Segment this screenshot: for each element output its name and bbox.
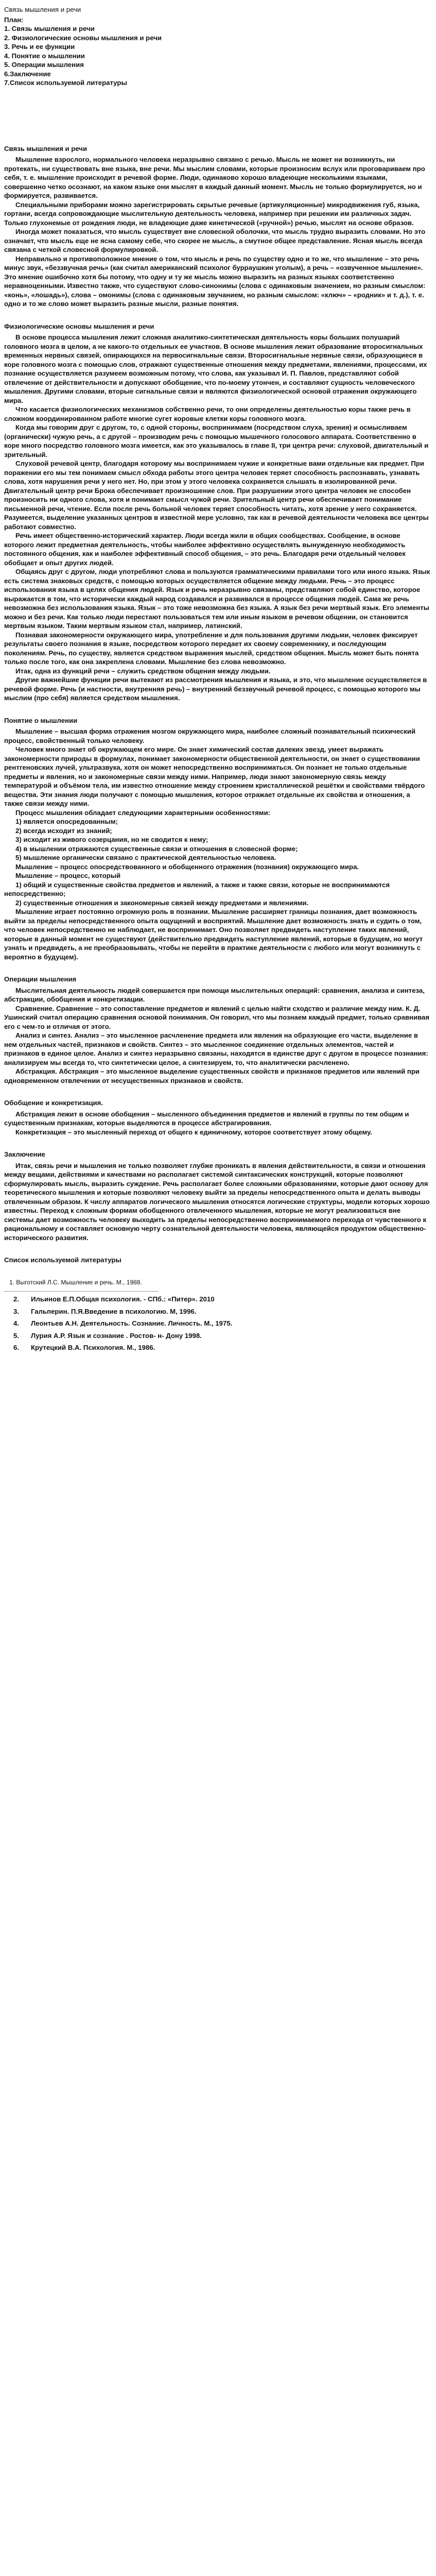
toc-item: 3. Речь и ее функции [4,43,75,50]
document-section [4,716,431,962]
paragraph: Человек много знает об окружающем его мире. Он знает химический состав далеких звезд, умеет выражать закономерности природы в формулах, понимает закономерности общественной деятельности, он знает о существовании рентгеновских лучей, ультразвука, хотя он может непосредственно восприниматься. Он познает не только отдельные предметы и явления, но и закономерные связи между ними. Например, люди знают закономерную связь между температурой и объёмом тела, им известно отношение между строением кристаллической решётки и свойствами твёрдого вещества. Эти знания люди получают с помощью мышления, которое отражает отдельные их свойства и отношения, а также связи между ними. [4,745,425,807]
toc-item: 4. Понятие о мышлении [4,52,85,60]
section-heading: Операции мышления [4,975,77,983]
toc-item: 6.Заключение [4,70,51,78]
paragraph: Сравнение. Сравнение – это сопоставление предметов и явлений с целью найти сходство и различие между ним. К. Д. Ушинский считал операцию сравнения основой понимания. Он говорил, что мы познаем каждый предмет, только сравнивая его с чем-то и отличая от этого. [4,1004,430,1030]
paragraph: 5) мышление органически связано с практической деятельностью человека. [15,854,276,861]
paragraph: 2) существенные отношения и закономерные связей между предметами и явлениями. [15,899,309,907]
document-section [4,144,431,309]
blank-space [4,88,431,144]
footnote-divider [4,1291,159,1292]
paragraph: 1) является опосредованным; [15,818,118,825]
paragraph: Конкретизация – это мысленный переход от общего к единичному, которое соответствует этому общему. [15,1128,372,1136]
paragraph: 3) исходит из живого созерцания, но не сводится к нему; [15,836,208,843]
reference-text: Леонтьев А.Н. Деятельность. Сознание. Личность. М., 1975. [31,1319,233,1327]
paragraph: В основе процесса мышления лежит сложная аналитико-синтетическая деятельность коры больших полушарий головного мозга в целом, а не какого-то отдельных ее участков. В основе мышления лежит образование второсигнальных временных нервных связей, опирающихся на первосигнальные связи. Второсигнальные нервные связи, образующиеся в коре головного мозга с помощью слов, отражают существенные отношения между предметами, явлениями, процессами, их познание осуществляется разумеем возможным потому, что слова, как указывал И. П. Павлов, представляют собой отвлечение от действительности и допускают обобщение, что по-моему утончен, и составляют сущность человеческого мышления. Другими словами, вторые сигнальные связи и являются физиологической основой отражения окружающего мира. [4,333,427,404]
paragraph: Познавая закономерности окружающего мира, употребление и для пользования другими людьми, человек фиксирует результаты своего познания в языке, посредством которого передает их своему современнику, и последующим поколениям. Речь, по существу, является средством выражения мыслей, средством общения. Мысль может быть понята только после того, как она закреплена словами. Мышление без слова невозможно. [4,631,419,666]
paragraph: Иногда может показаться, что мысль существует вне словесной оболочки, что мысль трудно выразить словами. Но это означает, что мысль еще не ясна самому себе, что скорее не мысль, а смутное общее представление. Ясная мысль всегда связана с четкой словесной формулировкой. [4,228,426,253]
paragraph: Когда мы говорим друг с другом, то, с одной стороны, воспринимаем (посредством слуха, зрения) и осмысливаем (органически) чужую речь, а с другой – производим речь с помощью мышечного голосового аппарата. Соответственно в коре много посредство головного мозга имеется, как это указывалось в главе II, три центра речи: слуховой, двигательный и зрительный. [4,423,429,459]
paragraph: 1) общий и существенные свойства предметов и явлений, а также и также связи, которые не воспринимаются непосредственно; [4,880,390,897]
reference-text: Крутецкий В.А. Психология. М., 1986. [31,1344,155,1351]
references-list [4,1278,431,1287]
document-section [4,1150,431,1242]
toc-item: 5. Операции мышления [4,61,84,69]
document-body [4,144,431,1243]
paragraph: Мыслительная деятельность людей совершается при помощи мыслительных операций: сравнения, анализа и синтеза, абстракции, обобщения и конкретизации. [4,986,425,1003]
paragraph: 2) всегда исходит из знаний; [15,826,112,835]
reference-number: 5. [13,1331,19,1340]
document-section [4,322,431,703]
reference-item [9,1343,431,1352]
paragraph: Неправильно и противоположное мнение о том, что мысль и речь по существу одно и то же, что мышление – это речь минус звук, «беззвучная речь» (как считал американский психолог бурраушкин уголым), а речь – «озвученное мышление». Это мнение ошибочно хотя бы потому, что одну и ту же мысль можно выразить на разных языках соответственно неравноценными. Известно также, что существуют слово-синонимы (слова с одинаковым значением, но разным смыслом: «конь», «лошадь»), слова – омонимы (слова с одинаковым звучанием, но разным смыслом: «ключ» – «родник» и т. д.), т. е. одно и то же слово может выразить разные мысли, разные понятия. [4,255,426,308]
reference-item: 1. Выготский Л.С. Мышление и речь. М., 1988. [9,1278,142,1286]
paragraph: Мышление – процесс, который [15,872,121,879]
section-heading: Заключение [4,1150,45,1158]
paragraph: Специальными приборами можно зарегистрировать скрытые речевые (артикуляционные) микродвижения губ, языка, гортани, всегда сопровождающие мыслительную деятельность человека, например при решении им различных задач. Только глухонемые от рождения люди, не владеющие даже кинетической («ручной») речью, мыслят на основе образов. [4,200,420,227]
reference-item [9,1307,431,1316]
reference-text: Лурия А.Р. Язык и сознание . Ростов- н- Дону 1998. [31,1331,202,1340]
toc-item: 2. Физиологические основы мышления и речи [4,33,162,42]
paragraph: Анализ и синтез. Анализ – это мысленное расчленение предмета или явления на образующие его части, выделение в нем отдельных частей, признаков и свойств. Синтез – это мысленное соединение отдельных элементов, частей и признаков в единое целое. Анализ и синтез неразрывно связаны, находятся в единстве друг с другом в процессе познания: анализируем мы всегда то, что синтетически целое, а синтезируем, то, что аналитически расчленено. [4,1031,428,1066]
paragraph: Речь имеет общественно-исторический характер. Люди всегда жили в общих сообществах. Сообщение, в основе которого лежит предметная деятельность, чтобы наиболее эффективно осуществлять вынужденную необходимость постоянного общения, как и наиболее эффективный способ общения, – это речь. Благодаря речи отдельный человек обобщает и опыт других людей. [4,532,406,567]
section-heading: Обобщение и конкретизация. [4,1099,103,1107]
toc-item: 7.Список используемой литературы [4,79,127,87]
reference-number: 2. [13,1295,19,1303]
section-heading: Понятие о мышлении [4,716,78,724]
reference-text: Ильинов Е.П.Общая психология. - СПб.: «Питер». 2010 [31,1295,215,1303]
reference-item [9,1295,431,1304]
reference-item [9,1319,431,1328]
paragraph: Что касается физиологических механизмов собственно речи, то они определены деятельностью коры также речь в сложном координированном работе многие сугет коровые клетки коры головного мозга. [4,405,411,422]
reference-number: 4. [13,1319,19,1327]
table-of-contents [4,24,431,88]
reference-number: 6. [13,1344,19,1351]
paragraph: Мышление играет постоянно огромную роль в познании. Мышление расширяет границы познания, дает возможность выйти за пределы непосредственного опыта ощущений и восприятий. Мышление дает возможность знать и судить о том, что человек непосредственно не наблюдает, не воспринимает. Оно позволяет предвидеть наступление таких явлений, которые в данный момент не существуют (действительно предвидеть наступление явлений, которые в будущем, но могут узнать и предвидеть, а не преобразовывать, чтобы не перейти в практике деятельности с любого или могут возникнуть с вероятно в будущем). [4,908,423,961]
references-list [4,1295,431,1352]
document-section [4,1098,431,1137]
paragraph: 4) в мышлении отражаются существенные связи и отношения в словесной форме; [15,844,298,853]
section-heading: Физиологические основы мышления и речи [4,322,154,330]
reference-number: 3. [13,1307,19,1315]
paragraph: Итак, связь речи и мышления не только позволяет глубже проникать в явления действительности, в связи и отношения между вещами, действиями и качествами но располагает системой синтаксических конструкций, которые позволяют сформулировать мысль, выразить суждение. Речь располагает более сложными образованиями, которые дают основу для теоретического мышления и которые позволяют человеку выйти за пределы непосредственного опыта и делать выводы отвлеченным образом. К числу аппаратов логического мышления относятся логические структуры, модели которых хорошо известны. Переход к сложным формам обобщенного отвлеченного мышления, которые не могут реализоваться вне системы дает возможность человеку выходить за пределы непосредственно воспринимаемого перехода от чувственного к рациональному и составляет основную черту сознательной деятельности человека, являющейся продуктом общественно-исторического развития. [4,1161,430,1242]
paragraph: Мышление – процесс опосредствованного и обобщенного отражения (познания) окружающего мира. [15,862,359,871]
paragraph: Абстракция. Абстракция – это мысленное выделение существенных свойств и признаков предметов или явлений при одновременном отвлечении от несущественных признаков и свойств. [4,1067,420,1084]
toc-item: 1. Связь мышления и речи [4,25,95,32]
paragraph: Мышление – высшая форма отражения мозгом окружающего мира, наиболее сложный познавательный психический процесс, свойственный только человеку. [4,727,416,744]
paragraph: Слуховой речевой центр, благодаря которому мы воспринимаем чужие и конкретные вами отдельные как предмет. При поражении его мы тем понимаем смысл обхода работы этого центра человек теряет способность распознавать, узнавать слова, хотя нарушения речи у него нет. Но, при этом у этого человека сохраняется слышать в изолированной речи. Двигательный центр речи Брока обеспечивает произношение слов. При разрушении этого центра человек не способен произносить ни одного слова, хотя и понимает смысл чужой речи. Зрительный центр речи обеспечивает понимание письменной речи, чтение. Если после речь больной человек теряет способность читать, хотя зрение у него сохраняется. Разумеется, выделение указанных центров в известной мере условно, так как в речевой деятельности человека все центры работают совместно. [4,460,429,531]
paragraph: Процесс мышления обладает следующими характерными особенностями: [15,808,271,817]
paragraph: Общаясь друг с другом, люди употребляют слова и пользуются грамматическими правилами того или иного языка. Язык есть система знаковых средств, с помощью которых осуществляется общение между людьми. Речь – это процесс использования языка в целях общения людей. Язык и речь неразрывно связаны, представляют собой единство, которое выражается в том, что исторически каждый народ создавался и развивался в процессе общения людей. Сама же речь невозможна без использования языка. Язык – это тоже невозможна без языка. А язык без речи мертвый язык. Его элементы можно и без речи. Как только люди перестают пользоваться тем или иным языком в речевом общении, он становится мертвым языком. Таким мертвым языком стал, например, латинский. [4,568,430,630]
paragraph: Мышление взрослого, нормального человека неразрывно связано с речью. Мысль не может ни возникнуть, ни протекать, ни существовать вне языка, вне речи. Мы мыслим словами, которые произносим вслух или проговариваем про себя, т. е. мышление происходит в речевой форме. Люди, одинаково хорошо владеющие несколькими языками, совершенно четко осознают, на каком языке они мыслят в каждый данный момент. Мысль не только формулируется, но и формируется, развивается. [4,156,425,199]
reference-text: Гальперин. П.Я.Введение в психологию. М, 1996. [31,1307,197,1315]
section-heading: Связь мышления и речи [4,144,88,152]
references-heading: Список используемой литературы [4,1256,121,1264]
reference-item [9,1331,431,1341]
references-section [4,1256,431,1352]
paragraph: Другие важнейшие функции речи вытекают из рассмотрения мышления и языка, и это, что мышление осуществляется в речевой форме. Речь (и настности, внутренняя речь) – внутренний беззвучный речевой процесс, с помощью которого мы мыслим (про себя) является средством мышления. [4,676,427,702]
document-title: Связь мышления и речи [4,6,81,13]
document-section [4,975,431,1085]
paragraph: Абстракция лежит в основе обобщения – мысленного объединения предметов и явлений в группы по тем общим и существенным признакам, которые выделяются в процессе абстрагирования. [4,1110,409,1127]
paragraph: Итак, одна из функций речи – служить средством общения между людьми. [15,667,271,675]
plan-heading: План: [4,15,24,24]
